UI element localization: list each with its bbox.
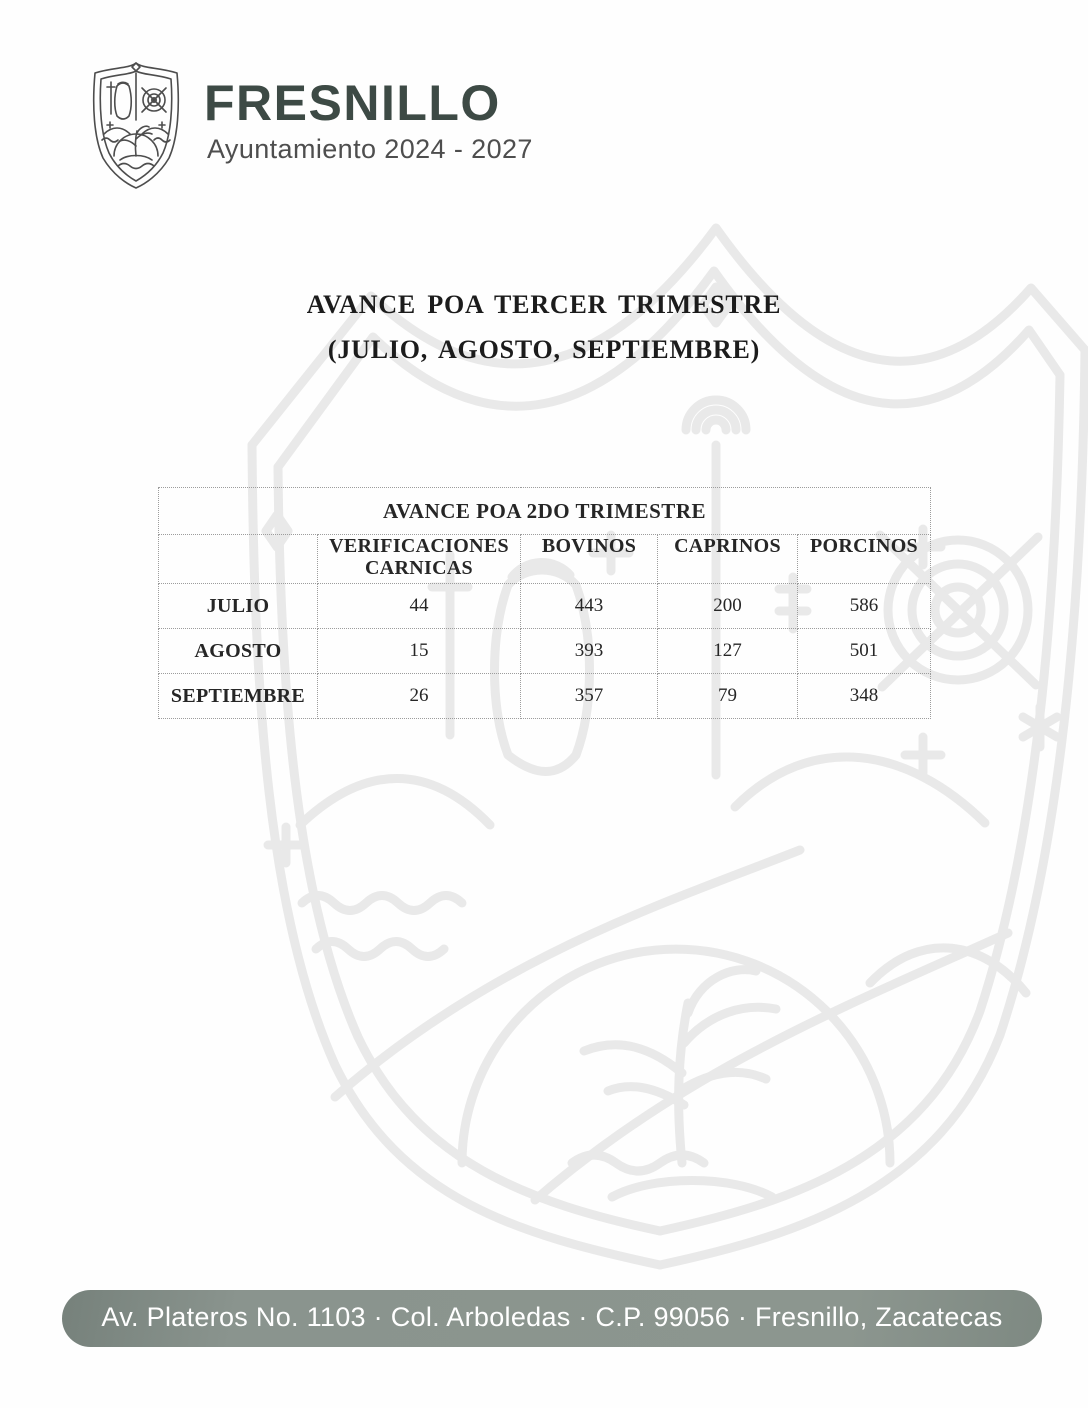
column-header-empty [159,535,318,584]
cell-value: 200 [658,584,798,629]
column-header-porcinos: PORCINOS [798,535,931,584]
fresnillo-crest-icon [84,58,188,194]
footer-address: Av. Plateros No. 1103 · Col. Arboledas · C.P. 99056 · Fresnillo, Zacatecas [101,1302,1003,1332]
table-caption: AVANCE POA 2DO TRIMESTRE [159,488,931,535]
cell-value: 15 [318,629,521,674]
row-label: SEPTIEMBRE [159,674,318,719]
document-title-line1: AVANCE POA TERCER TRIMESTRE [306,290,782,319]
cell-value: 393 [521,629,658,674]
brand-subtitle: Ayuntamiento 2024 - 2027 [207,134,533,164]
row-label: JULIO [159,584,318,629]
brand-wordmark: FRESNILLO [204,75,501,131]
column-header-caprinos: CAPRINOS [658,535,798,584]
cell-value: 501 [798,629,931,674]
cell-value: 127 [658,629,798,674]
table-caption-row [159,488,931,535]
cell-value: 348 [798,674,931,719]
crest-watermark-icon [240,215,1088,1285]
table-header-row [159,535,931,584]
document-title-line2: (JULIO, AGOSTO, SEPTIEMBRE) [327,335,761,364]
cell-value: 79 [658,674,798,719]
cell-value: 26 [318,674,521,719]
table-row [159,629,931,674]
column-header-bovinos: BOVINOS [521,535,658,584]
poa-table [158,487,931,719]
document-title [0,290,1088,365]
table-row [159,674,931,719]
cell-value: 586 [798,584,931,629]
column-header-verificaciones: VERIFICACIONES CARNICAS [318,535,521,584]
cell-value: 44 [318,584,521,629]
table-row [159,584,931,629]
footer-banner [62,1290,1042,1347]
cell-value: 357 [521,674,658,719]
cell-value: 443 [521,584,658,629]
row-label: AGOSTO [159,629,318,674]
